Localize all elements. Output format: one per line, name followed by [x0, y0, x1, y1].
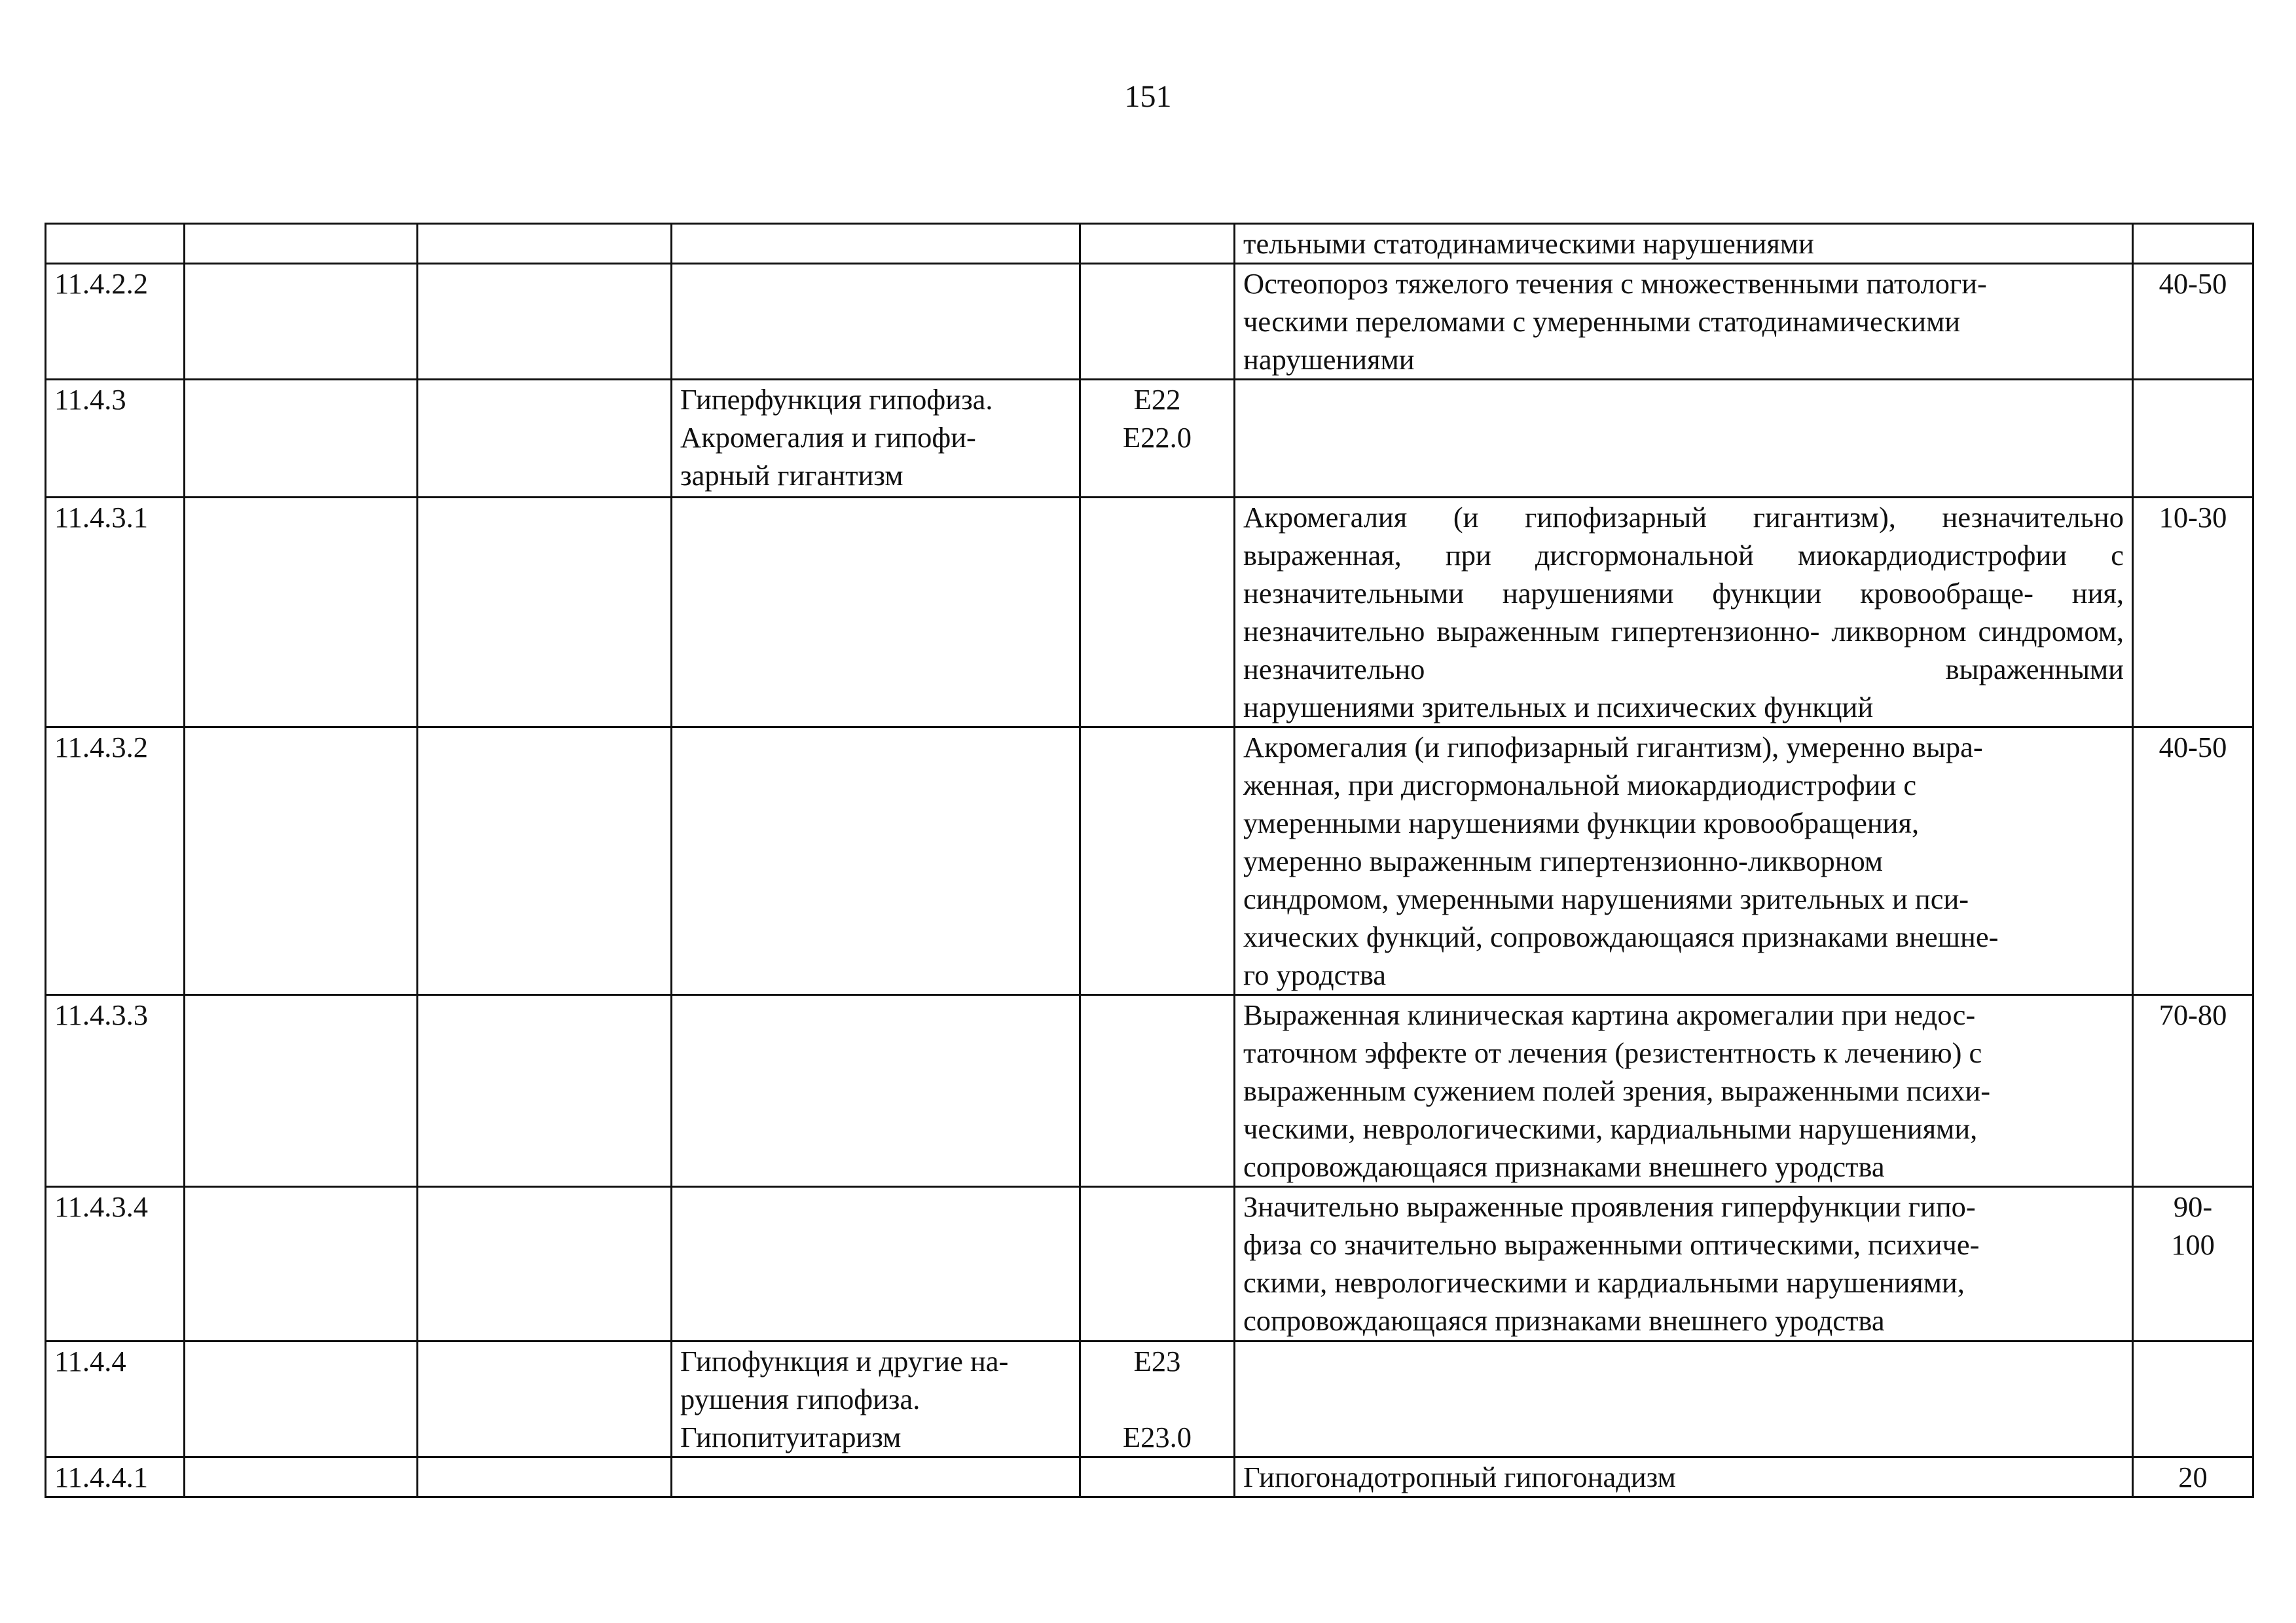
condition-name	[672, 727, 1080, 995]
empty-cell	[418, 1341, 672, 1457]
row-number	[46, 224, 185, 264]
disability-percent-line: 90-	[2173, 1190, 2213, 1223]
icd-code	[1080, 995, 1235, 1187]
condition-description	[1235, 264, 2133, 380]
disability-percent	[2133, 727, 2253, 995]
condition-name-line: Гипопитуитаризм	[680, 1421, 902, 1453]
condition-description-line: ческими переломами с умеренными статодинамическими	[1243, 305, 1961, 338]
empty-cell	[418, 380, 672, 498]
icd-code-line: E22.0	[1122, 421, 1192, 454]
condition-description-line: незначительными нарушениями функции кровообраще-	[1243, 577, 2033, 610]
icd-code	[1080, 727, 1235, 995]
empty-cell	[418, 264, 672, 380]
condition-description-line: Выраженная клиническая картина акромегалии при недос-	[1243, 998, 1976, 1031]
condition-description-line: ния, незначительно выраженным гипертензионно-	[1243, 577, 2124, 647]
condition-description	[1235, 380, 2133, 498]
row-number: 11.4.3.1	[46, 498, 185, 727]
condition-description	[1235, 498, 2133, 727]
icd-code	[1080, 1341, 1235, 1457]
icd-code	[1080, 498, 1235, 727]
page-number: 151	[1124, 79, 1172, 114]
condition-description-line: Гипогонадотропный гипогонадизм	[1243, 1461, 1676, 1493]
condition-description	[1235, 995, 2133, 1187]
condition-name-line: зарный гигантизм	[680, 459, 903, 492]
condition-description	[1235, 1457, 2133, 1497]
condition-description-line: го уродства	[1243, 958, 1387, 991]
disability-percent	[2133, 1457, 2253, 1497]
table-row	[46, 727, 2253, 995]
empty-cell	[418, 1187, 672, 1341]
row-number: 11.4.4.1	[46, 1457, 185, 1497]
icd-code-line: E22	[1133, 383, 1181, 416]
condition-description-line: скими, неврологическими и кардиальными нарушениями,	[1243, 1266, 1965, 1299]
row-number: 11.4.3.3	[46, 995, 185, 1187]
disability-percent	[2133, 1187, 2253, 1341]
condition-description-line: хических функций, сопровождающаяся признаками внешне-	[1243, 921, 1999, 953]
empty-cell	[185, 224, 418, 264]
row-number: 11.4.3.4	[46, 1187, 185, 1341]
disability-percent-line: 10-30	[2159, 501, 2227, 534]
condition-description	[1235, 727, 2133, 995]
disability-percent	[2133, 264, 2253, 380]
empty-cell	[185, 498, 418, 727]
icd-code-line: E23.0	[1122, 1421, 1192, 1453]
disability-percent-line: 100	[2171, 1228, 2215, 1261]
row-number: 11.4.2.2	[46, 264, 185, 380]
icd-code-line	[1089, 1380, 1226, 1418]
empty-cell	[185, 380, 418, 498]
table-row	[46, 1187, 2253, 1341]
icd-code	[1080, 1457, 1235, 1497]
disability-table	[45, 223, 2254, 1498]
empty-cell	[418, 1457, 672, 1497]
disability-percent	[2133, 224, 2253, 264]
condition-name-line: Гиперфункция гипофиза.	[680, 383, 993, 416]
disability-percent-line: 40-50	[2159, 267, 2227, 300]
condition-description-line: ликворном синдромом, незначительно выраженными	[1243, 615, 2124, 685]
condition-description	[1235, 1187, 2133, 1341]
row-number: 11.4.3.2	[46, 727, 185, 995]
icd-code	[1080, 380, 1235, 498]
disability-percent	[2133, 995, 2253, 1187]
table-row	[46, 1457, 2253, 1497]
condition-description	[1235, 224, 2133, 264]
empty-cell	[418, 498, 672, 727]
disability-percent-line: 70-80	[2159, 998, 2227, 1031]
condition-description-line: Остеопороз тяжелого течения с множественными патологи-	[1243, 267, 1987, 300]
table-row	[46, 380, 2253, 498]
disability-percent-line: 20	[2178, 1461, 2208, 1493]
condition-description-line: женная, при дисгормональной миокардиодистрофии с	[1243, 769, 1917, 801]
condition-description-line: Акромегалия (и гипофизарный гигантизм), умеренно выра-	[1243, 731, 1983, 763]
condition-description-line: Значительно выраженные проявления гиперфункции гипо-	[1243, 1190, 1976, 1223]
disability-percent-line: 40-50	[2159, 731, 2227, 763]
table-row	[46, 1341, 2253, 1457]
empty-cell	[185, 1341, 418, 1457]
condition-description-line: Акромегалия (и гипофизарный гигантизм), незначительно	[1243, 501, 2124, 534]
table-row	[46, 498, 2253, 727]
row-number: 11.4.4	[46, 1341, 185, 1457]
condition-name	[672, 1187, 1080, 1341]
condition-description-line: тельными статодинамическими нарушениями	[1243, 227, 1814, 260]
disability-percent	[2133, 1341, 2253, 1457]
condition-name	[672, 1341, 1080, 1457]
table-row	[46, 264, 2253, 380]
empty-cell	[185, 995, 418, 1187]
table-body	[46, 224, 2253, 1497]
condition-name	[672, 264, 1080, 380]
condition-description-line: ческими, неврологическими, кардиальными нарушениями,	[1243, 1112, 1978, 1145]
empty-cell	[185, 1187, 418, 1341]
empty-cell	[185, 1457, 418, 1497]
condition-name-line: Акромегалия и гипофи-	[680, 421, 976, 454]
condition-description-line: сопровождающаяся признаками внешнего уродства	[1243, 1304, 1885, 1337]
row-number: 11.4.3	[46, 380, 185, 498]
condition-name-line: рушения гипофиза.	[680, 1383, 920, 1415]
empty-cell	[418, 727, 672, 995]
condition-name	[672, 224, 1080, 264]
empty-cell	[185, 727, 418, 995]
empty-cell	[418, 995, 672, 1187]
icd-code	[1080, 224, 1235, 264]
condition-description-line: выраженным сужением полей зрения, выраженными психи-	[1243, 1074, 1991, 1107]
icd-code-line: E23	[1133, 1345, 1181, 1377]
condition-name	[672, 995, 1080, 1187]
condition-description-line: сопровождающаяся признаками внешнего уродства	[1243, 1150, 1885, 1183]
empty-cell	[418, 224, 672, 264]
condition-description	[1235, 1341, 2133, 1457]
condition-description-line: синдромом, умеренными нарушениями зрительных и пси-	[1243, 883, 1969, 915]
table-row	[46, 995, 2253, 1187]
condition-description-line: нарушениями	[1243, 343, 1415, 376]
condition-description-line: выраженная, при дисгормональной миокардиодистрофии с	[1243, 539, 2124, 572]
icd-code	[1080, 264, 1235, 380]
table-row	[46, 224, 2253, 264]
condition-name	[672, 380, 1080, 498]
condition-description-line: физа со значительно выраженными оптическими, психиче-	[1243, 1228, 1980, 1261]
disability-percent	[2133, 498, 2253, 727]
disability-percent	[2133, 380, 2253, 498]
condition-name-line: Гипофункция и другие на-	[680, 1345, 1009, 1377]
icd-code	[1080, 1187, 1235, 1341]
condition-description-line: умеренными нарушениями функции кровообращения,	[1243, 807, 1920, 839]
empty-cell	[185, 264, 418, 380]
condition-description-line: таточном эффекте от лечения (резистентность к лечению) с	[1243, 1036, 1982, 1069]
condition-name	[672, 498, 1080, 727]
condition-name	[672, 1457, 1080, 1497]
condition-description-line: умеренно выраженным гипертензионно-ликворном	[1243, 845, 1884, 877]
condition-description-line: нарушениями зрительных и психических функций	[1243, 691, 1874, 723]
